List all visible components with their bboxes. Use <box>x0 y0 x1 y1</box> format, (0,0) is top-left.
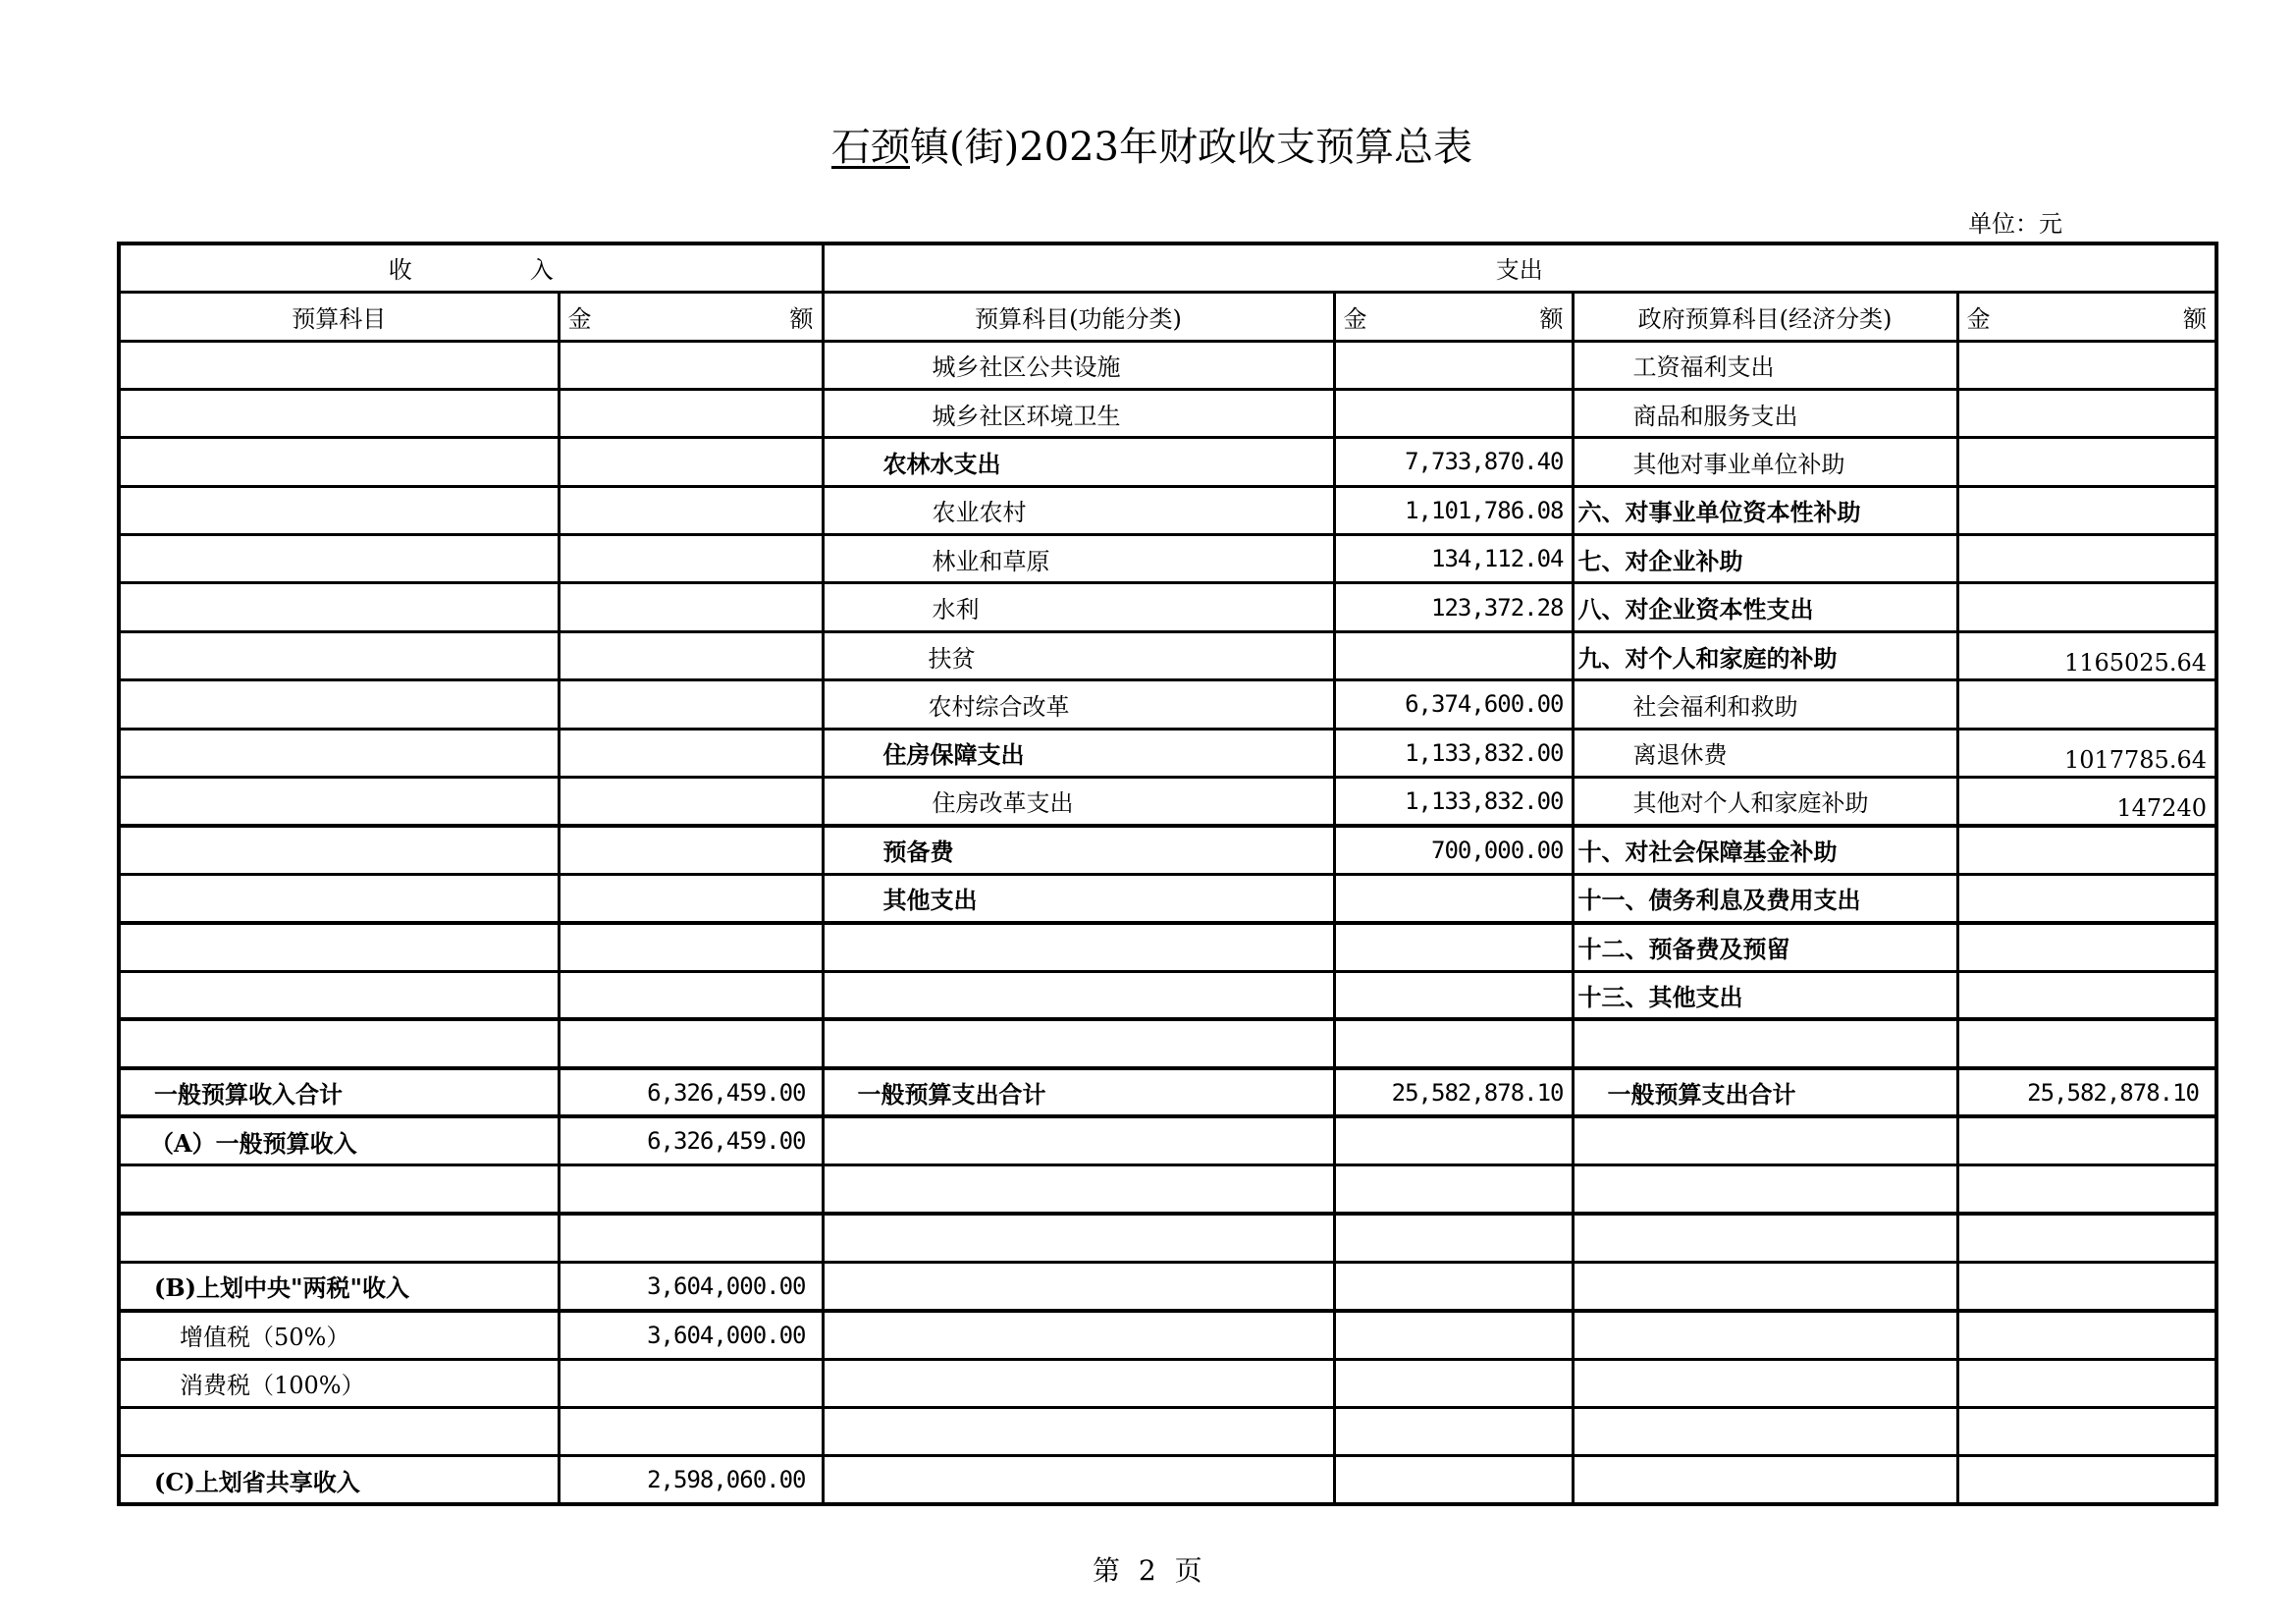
func-amount-cell: 134,112.04 <box>1334 535 1573 583</box>
func-amount-cell <box>1334 389 1573 437</box>
econ-amount-cell <box>1957 1408 2216 1456</box>
income-amount-cell <box>559 535 823 583</box>
income-amount-cell <box>559 341 823 389</box>
income-item-cell: （A）一般预算收入 <box>119 1116 559 1164</box>
income-item-cell <box>119 438 559 486</box>
col-label-right: 额 <box>1539 304 1564 333</box>
econ-amount-cell <box>1957 341 2216 389</box>
econ-amount-cell <box>1957 1019 2216 1067</box>
col-income-amount <box>559 292 823 341</box>
econ-amount-cell <box>1957 874 2216 922</box>
econ-item-cell: 十、对社会保障基金补助 <box>1573 826 1957 874</box>
income-item-cell <box>119 680 559 729</box>
econ-item-cell: 六、对事业单位资本性补助 <box>1573 486 1957 534</box>
table-row <box>119 438 2216 486</box>
income-item-cell <box>119 341 559 389</box>
func-item-cell: 林业和草原 <box>823 535 1334 583</box>
income-amount-cell <box>559 438 823 486</box>
budget-summary-table <box>117 242 2218 1506</box>
func-item-cell <box>823 1311 1334 1359</box>
income-amount-cell <box>559 1214 823 1262</box>
income-amount-cell: 3,604,000.00 <box>559 1311 823 1359</box>
table-row <box>119 923 2216 971</box>
econ-item-cell <box>1573 1165 1957 1214</box>
econ-item-cell: 十一、债务利息及费用支出 <box>1573 874 1957 922</box>
econ-amount-cell <box>1957 971 2216 1019</box>
table-row-totals <box>119 1068 2216 1116</box>
func-item-cell: 其他支出 <box>823 874 1334 922</box>
income-total-label: 一般预算收入合计 <box>119 1068 559 1116</box>
func-item-cell <box>823 923 1334 971</box>
func-item-cell <box>823 1262 1334 1310</box>
func-amount-cell <box>1334 1019 1573 1067</box>
income-item-cell <box>119 778 559 826</box>
income-item-cell <box>119 826 559 874</box>
income-amount-cell <box>559 1359 823 1407</box>
func-item-cell: 住房改革支出 <box>823 778 1334 826</box>
func-item-cell: 农业农村 <box>823 486 1334 534</box>
table-row <box>119 535 2216 583</box>
income-item-cell <box>119 1165 559 1214</box>
econ-amount-cell <box>1957 389 2216 437</box>
func-item-cell: 住房保障支出 <box>823 729 1334 777</box>
econ-item-cell: 七、对企业补助 <box>1573 535 1957 583</box>
income-amount-cell <box>559 1019 823 1067</box>
func-amount-cell: 1,133,832.00 <box>1334 729 1573 777</box>
table-row <box>119 971 2216 1019</box>
func-item-cell: 预备费 <box>823 826 1334 874</box>
income-item-cell <box>119 1214 559 1262</box>
econ-amount-cell <box>1957 1165 2216 1214</box>
income-item-cell <box>119 535 559 583</box>
table-row <box>119 680 2216 729</box>
econ-amount-cell <box>1957 923 2216 971</box>
expenditure-group-header: 支出 <box>823 244 2216 292</box>
econ-amount-cell <box>1957 583 2216 631</box>
econ-item-cell: 十三、其他支出 <box>1573 971 1957 1019</box>
income-item-cell <box>119 583 559 631</box>
func-item-cell <box>823 1214 1334 1262</box>
func-amount-cell: 6,374,600.00 <box>1334 680 1573 729</box>
econ-item-cell: 离退休费 <box>1573 729 1957 777</box>
func-amount-cell <box>1334 1214 1573 1262</box>
income-item-cell: 增值税（50%） <box>119 1311 559 1359</box>
econ-item-cell <box>1573 1311 1957 1359</box>
table-row <box>119 1116 2216 1164</box>
table-row <box>119 631 2216 679</box>
econ-amount-cell <box>1957 1262 2216 1310</box>
econ-item-cell: 其他对事业单位补助 <box>1573 438 1957 486</box>
econ-amount-cell: 147240 <box>1957 778 2216 826</box>
econ-item-cell <box>1573 1456 1957 1504</box>
page-title <box>808 122 1472 173</box>
unit-label: 单位：元 <box>1968 210 2062 238</box>
income-item-cell: (C)上划省共享收入 <box>119 1456 559 1504</box>
func-item-cell: 扶贫 <box>823 631 1334 679</box>
income-item-cell <box>119 971 559 1019</box>
col-label-left: 金 <box>567 304 592 333</box>
income-item-cell <box>119 1019 559 1067</box>
table-row <box>119 729 2216 777</box>
income-item-cell <box>119 874 559 922</box>
econ-item-cell: 十二、预备费及预留 <box>1573 923 1957 971</box>
col-econ-amount <box>1957 292 2216 341</box>
town-name: 石颈 <box>831 125 910 170</box>
econ-item-cell: 其他对个人和家庭补助 <box>1573 778 1957 826</box>
econ-item-cell <box>1573 1019 1957 1067</box>
table-row <box>119 1456 2216 1504</box>
col-econ-item: 政府预算科目(经济分类) <box>1573 292 1957 341</box>
group-header-row <box>119 244 2216 292</box>
income-amount-cell <box>559 389 823 437</box>
func-amount-cell: 700,000.00 <box>1334 826 1573 874</box>
func-amount-cell <box>1334 1311 1573 1359</box>
econ-amount-cell <box>1957 438 2216 486</box>
func-amount-cell <box>1334 923 1573 971</box>
econ-item-cell: 商品和服务支出 <box>1573 389 1957 437</box>
income-amount-cell <box>559 729 823 777</box>
func-item-cell: 农村综合改革 <box>823 680 1334 729</box>
econ-item-cell: 工资福利支出 <box>1573 341 1957 389</box>
econ-amount-cell: 1017785.64 <box>1957 729 2216 777</box>
table-row <box>119 486 2216 534</box>
econ-amount-cell: 1165025.64 <box>1957 631 2216 679</box>
func-total-label: 一般预算支出合计 <box>823 1068 1334 1116</box>
income-amount-cell <box>559 874 823 922</box>
econ-amount-cell <box>1957 535 2216 583</box>
table-row <box>119 1359 2216 1407</box>
func-amount-cell <box>1334 1408 1573 1456</box>
col-label-left: 金 <box>1966 304 1991 333</box>
table-row <box>119 1262 2216 1310</box>
table-row <box>119 1311 2216 1359</box>
func-amount-cell: 1,101,786.08 <box>1334 486 1573 534</box>
income-amount-cell <box>559 923 823 971</box>
func-amount-cell: 7,733,870.40 <box>1334 438 1573 486</box>
econ-item-cell <box>1573 1214 1957 1262</box>
income-amount-cell <box>559 583 823 631</box>
func-amount-cell <box>1334 1359 1573 1407</box>
func-amount-cell: 123,372.28 <box>1334 583 1573 631</box>
econ-total-amount: 25,582,878.10 <box>1957 1068 2216 1116</box>
econ-amount-cell <box>1957 1116 2216 1164</box>
income-total-amount: 6,326,459.00 <box>559 1068 823 1116</box>
column-header-row <box>119 292 2216 341</box>
page-number: 第 2 页 <box>1093 1554 1202 1587</box>
income-item-cell <box>119 923 559 971</box>
income-item-cell <box>119 486 559 534</box>
func-item-cell: 水利 <box>823 583 1334 631</box>
income-amount-cell <box>559 680 823 729</box>
func-amount-cell <box>1334 631 1573 679</box>
econ-amount-cell <box>1957 1359 2216 1407</box>
col-income-item: 预算科目 <box>119 292 559 341</box>
econ-amount-cell <box>1957 826 2216 874</box>
func-item-cell <box>823 1116 1334 1164</box>
econ-item-cell: 社会福利和救助 <box>1573 680 1957 729</box>
income-item-cell <box>119 631 559 679</box>
econ-item-cell: 九、对个人和家庭的补助 <box>1573 631 1957 679</box>
econ-item-cell <box>1573 1116 1957 1164</box>
func-item-cell: 城乡社区环境卫生 <box>823 389 1334 437</box>
table-row <box>119 1408 2216 1456</box>
func-amount-cell <box>1334 971 1573 1019</box>
econ-total-label: 一般预算支出合计 <box>1573 1068 1957 1116</box>
table-row <box>119 341 2216 389</box>
table-row <box>119 1019 2216 1067</box>
income-item-cell <box>119 1408 559 1456</box>
col-label-left: 金 <box>1343 304 1367 333</box>
col-label-right: 额 <box>789 304 814 333</box>
econ-amount-cell <box>1957 1311 2216 1359</box>
func-amount-cell <box>1334 1456 1573 1504</box>
func-item-cell <box>823 1359 1334 1407</box>
func-item-cell: 城乡社区公共设施 <box>823 341 1334 389</box>
income-group-header: 收 入 <box>119 244 823 292</box>
table-row <box>119 1165 2216 1214</box>
income-amount-cell <box>559 1408 823 1456</box>
table-row <box>119 1214 2216 1262</box>
income-amount-cell: 6,326,459.00 <box>559 1116 823 1164</box>
func-item-cell: 农林水支出 <box>823 438 1334 486</box>
income-amount-cell: 2,598,060.00 <box>559 1456 823 1504</box>
econ-amount-cell <box>1957 680 2216 729</box>
income-amount-cell <box>559 971 823 1019</box>
econ-amount-cell <box>1957 1214 2216 1262</box>
func-amount-cell <box>1334 1262 1573 1310</box>
func-amount-cell <box>1334 341 1573 389</box>
func-item-cell <box>823 1456 1334 1504</box>
table-row <box>119 389 2216 437</box>
title-text: 镇(街)2023年财政收支预算总表 <box>910 125 1473 170</box>
income-item-cell <box>119 729 559 777</box>
func-item-cell <box>823 1165 1334 1214</box>
col-func-amount <box>1334 292 1573 341</box>
func-amount-cell <box>1334 1165 1573 1214</box>
col-label-right: 额 <box>2183 304 2207 333</box>
col-func-item: 预算科目(功能分类) <box>823 292 1334 341</box>
func-total-amount: 25,582,878.10 <box>1334 1068 1573 1116</box>
econ-item-cell <box>1573 1262 1957 1310</box>
econ-item-cell <box>1573 1408 1957 1456</box>
income-amount-cell: 3,604,000.00 <box>559 1262 823 1310</box>
table-row <box>119 874 2216 922</box>
income-amount-cell <box>559 778 823 826</box>
income-amount-cell <box>559 1165 823 1214</box>
econ-item-cell: 八、对企业资本性支出 <box>1573 583 1957 631</box>
func-amount-cell <box>1334 1116 1573 1164</box>
income-amount-cell <box>559 631 823 679</box>
table-row <box>119 778 2216 826</box>
table-row <box>119 826 2216 874</box>
econ-amount-cell <box>1957 1456 2216 1504</box>
income-item-cell: 消费税（100%） <box>119 1359 559 1407</box>
func-amount-cell <box>1334 874 1573 922</box>
func-item-cell <box>823 971 1334 1019</box>
func-item-cell <box>823 1019 1334 1067</box>
econ-item-cell <box>1573 1359 1957 1407</box>
func-amount-cell: 1,133,832.00 <box>1334 778 1573 826</box>
income-amount-cell <box>559 486 823 534</box>
func-item-cell <box>823 1408 1334 1456</box>
income-item-cell: (B)上划中央"两税"收入 <box>119 1262 559 1310</box>
table-row <box>119 583 2216 631</box>
econ-amount-cell <box>1957 486 2216 534</box>
income-item-cell <box>119 389 559 437</box>
income-amount-cell <box>559 826 823 874</box>
